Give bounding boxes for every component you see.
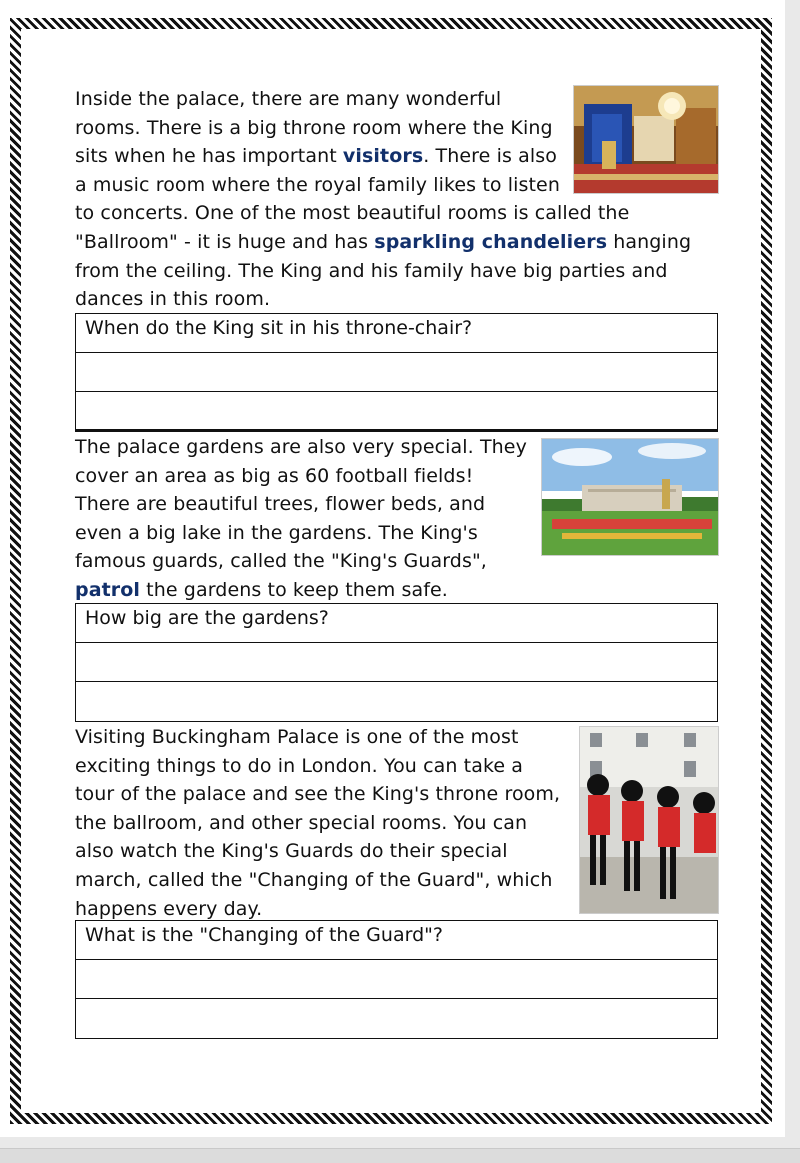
reading-section-2	[75, 433, 719, 605]
reading-section-3	[75, 723, 719, 923]
question-box-3	[75, 920, 718, 1039]
answer-line[interactable]	[76, 392, 717, 431]
answer-line[interactable]	[76, 682, 717, 721]
question-box-1	[75, 313, 718, 432]
keyword-patrol: patrol	[75, 578, 141, 601]
reading-section-1	[75, 85, 719, 314]
question-prompt: When do the King sit in his throne-chair?	[76, 314, 717, 353]
question-prompt: How big are the gardens?	[76, 604, 717, 643]
keyword-visitors: visitors	[342, 145, 424, 168]
answer-line[interactable]	[76, 353, 717, 392]
keyword-sparkling-chandeliers: sparkling chandeliers	[374, 230, 608, 253]
question-box-2	[75, 603, 718, 722]
paragraph-text: Inside the palace, there are many wonderful rooms. There is a big throne room where the King sits when he has important	[75, 88, 553, 168]
paragraph-text: . There is also a music room where the royal family likes to listen to concerts. One of the most beautiful rooms is called the "Ballroom" - it is huge and has	[75, 145, 630, 253]
paragraph-text: the gardens to keep them safe.	[140, 578, 448, 601]
paragraph-text: The palace gardens are also very special. They cover an area as big as 60 football fields! There are beautiful trees, flower beds, and even a big lake in the gardens. The King's famous guards, called the "King's Guards",	[75, 436, 527, 573]
question-prompt: What is the "Changing of the Guard"?	[76, 921, 717, 960]
palace-gardens-photo	[541, 438, 719, 556]
answer-line[interactable]	[76, 960, 717, 999]
answer-line[interactable]	[76, 643, 717, 682]
answer-line[interactable]	[76, 999, 717, 1038]
throne-room-photo	[573, 85, 719, 194]
paragraph-text: hanging from the ceiling. The King and his family have big parties and dances in this room.	[75, 230, 692, 311]
kings-guards-photo	[579, 726, 719, 914]
viewer-bottom-strip	[0, 1148, 800, 1163]
paragraph-3: Visiting Buckingham Palace is one of the most exciting things to do in London. You can take a tour of the palace and see the King's throne room, the ballroom, and other special rooms. You can also watch the King's Guards do their special march, called the "Changing of the Guard", which happens every day.	[75, 726, 561, 920]
